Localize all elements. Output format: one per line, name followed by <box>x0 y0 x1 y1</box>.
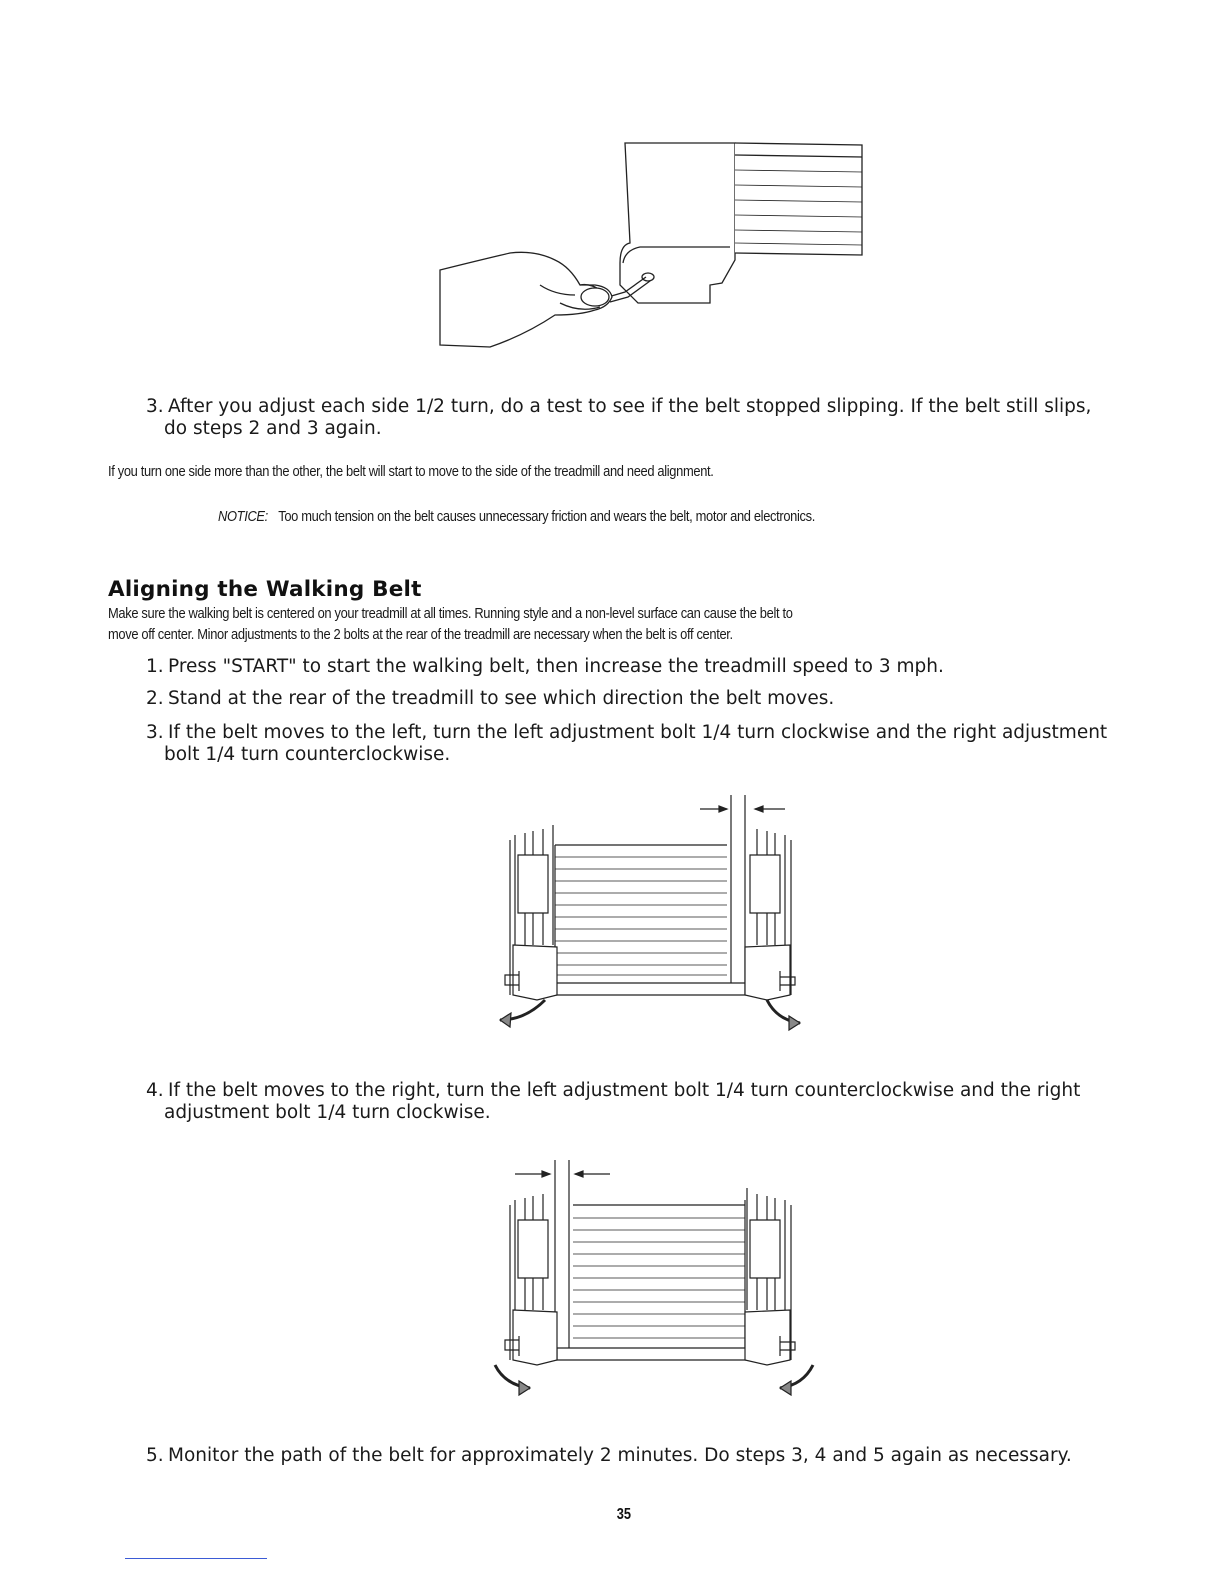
hand-adjusting-bolt-illustration <box>430 135 880 360</box>
step-text-line2: bolt 1/4 turn counterclockwise. <box>164 744 451 765</box>
notice <box>218 508 815 525</box>
step-3 <box>146 722 1146 766</box>
belt-shift-right-diagram <box>495 1160 815 1405</box>
step-number: 4. <box>146 1080 164 1101</box>
step-text: Stand at the rear of the treadmill to see which direction the belt moves. <box>168 688 835 709</box>
step-text-line1: If the belt moves to the right, turn the left adjustment bolt 1/4 turn counterclockwise and the right <box>168 1080 1081 1101</box>
step-3-intro <box>146 396 1146 440</box>
step-number: 1. <box>146 656 164 677</box>
notice-label: NOTICE: <box>218 508 268 525</box>
step-text-line2: adjustment bolt 1/4 turn clockwise. <box>164 1102 491 1123</box>
step-text-line1: If the belt moves to the left, turn the left adjustment bolt 1/4 turn clockwise and the right adjustment <box>168 722 1108 743</box>
step-4 <box>146 1080 1146 1124</box>
section-heading: Aligning the Walking Belt <box>108 577 422 602</box>
step-1 <box>146 656 1146 678</box>
step-2 <box>146 688 1146 710</box>
step-number: 2. <box>146 688 164 709</box>
belt-shift-left-diagram <box>495 795 815 1040</box>
page-number: 35 <box>616 1506 632 1523</box>
step-number: 5. <box>146 1445 164 1466</box>
step-text-line2: do steps 2 and 3 again. <box>164 418 382 439</box>
step-text: Monitor the path of the belt for approximately 2 minutes. Do steps 3, 4 and 5 again as necessary. <box>168 1445 1072 1466</box>
step-number: 3. <box>146 722 164 743</box>
footer-rule <box>125 1558 267 1559</box>
step-text-line1: After you adjust each side 1/2 turn, do a test to see if the belt stopped slipping. If the belt still slips, <box>168 396 1092 417</box>
alignment-warning: If you turn one side more than the other, the belt will start to move to the side of the treadmill and need alignment. <box>108 463 714 480</box>
section-intro-line2: move off center. Minor adjustments to the 2 bolts at the rear of the treadmill are necessary when the belt is off center. <box>108 626 733 643</box>
notice-text: Too much tension on the belt causes unnecessary friction and wears the belt, motor and electronics. <box>278 508 815 525</box>
step-text: Press "START" to start the walking belt, then increase the treadmill speed to 3 mph. <box>168 656 944 677</box>
step-5 <box>146 1445 1146 1467</box>
section-intro-line1: Make sure the walking belt is centered on your treadmill at all times. Running style and a non-level surface can cause the belt to <box>108 605 793 622</box>
step-number: 3. <box>146 396 164 417</box>
